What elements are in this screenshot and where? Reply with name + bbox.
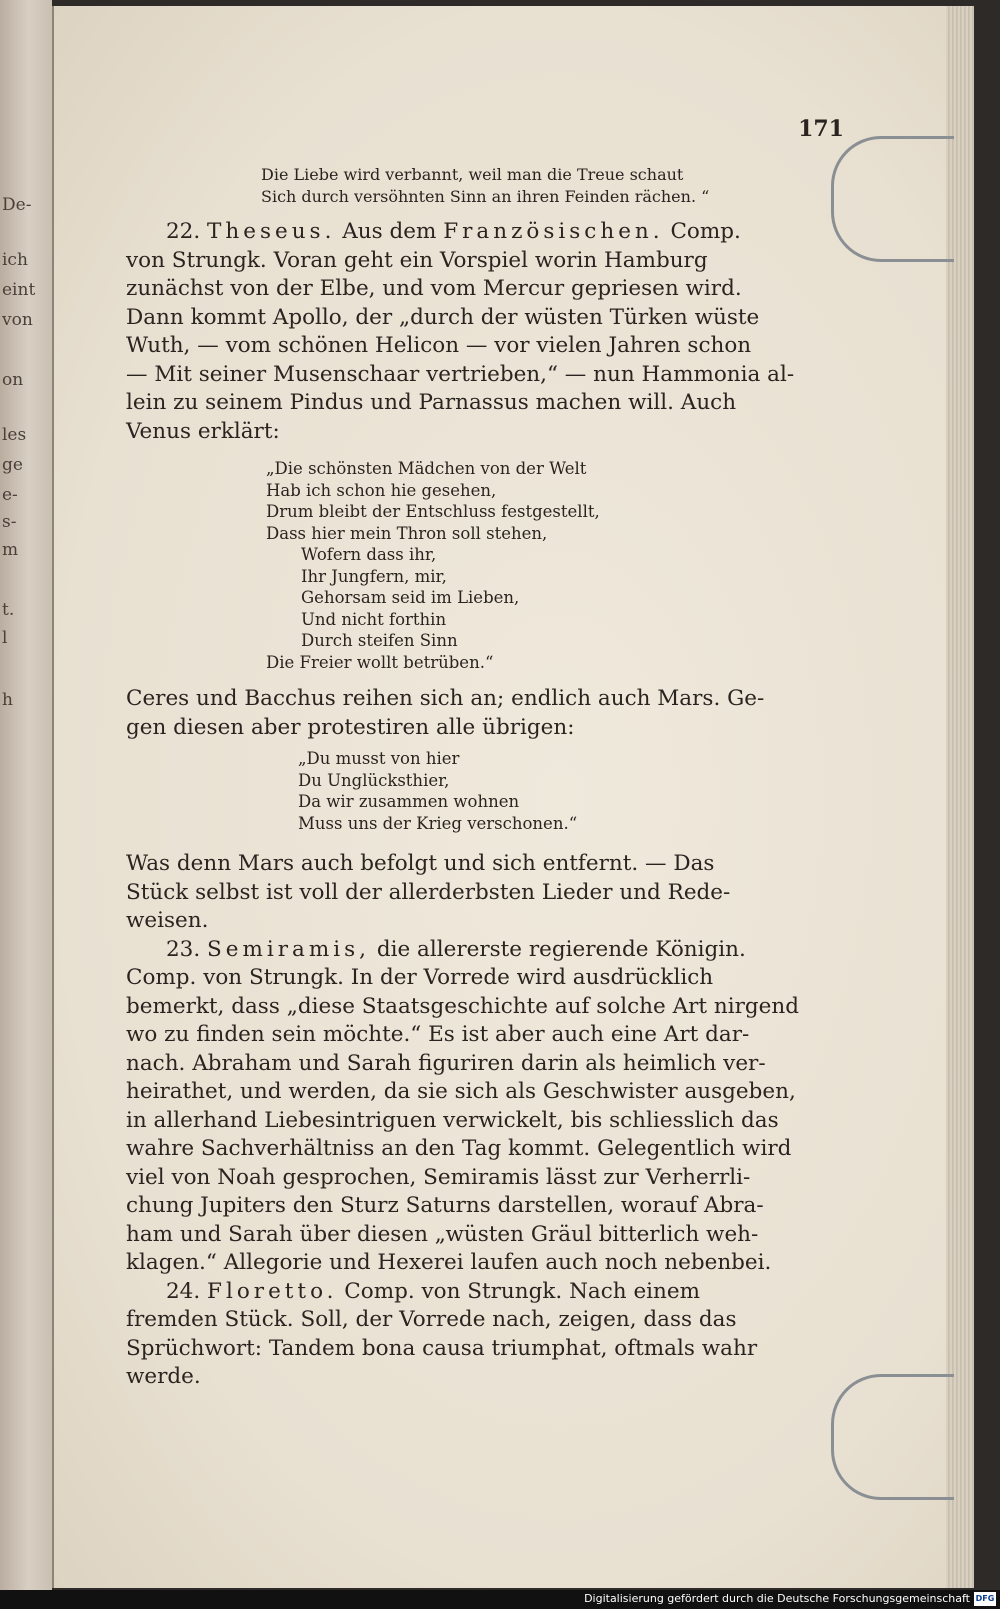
poem-line: „Du musst von hier <box>298 749 460 768</box>
paragraph-mars <box>126 850 886 936</box>
entry-22-title: Theseus. <box>207 219 336 244</box>
verse-line: Die Liebe wird verbannt, weil man die Treue schaut <box>261 165 684 184</box>
left-page-fragment: m <box>2 540 19 560</box>
poem-line: Wofern dass ihr, <box>301 545 437 564</box>
entry-24-title: Floretto. <box>207 1278 338 1304</box>
entry-23-heading: 23. Semiramis, die allererste regierende Königin. <box>166 936 746 962</box>
entry-24 <box>126 1278 886 1392</box>
left-page-fragment: l <box>2 628 8 648</box>
poem-line: Die Freier wollt betrüben.“ <box>266 652 494 672</box>
left-page-fragment: e- <box>2 485 18 505</box>
poem-line: Durch steifen Sinn <box>301 631 458 650</box>
text-line: Wuth, — vom schönen Helicon — vor vielen Jahren schon <box>126 333 752 358</box>
left-page-edge <box>0 0 52 1590</box>
text-line: heirathet, und werden, da sie sich als Geschwister ausgeben, <box>126 1079 796 1104</box>
text-line: Ceres und Bacchus reihen sich an; endlich auch Mars. Ge- <box>126 686 765 711</box>
text-line: gen diesen aber protestiren alle übrigen: <box>126 714 575 740</box>
text-line: Sprüchwort: Tandem bona causa triumphat, oftmals wahr <box>126 1335 758 1361</box>
text-line: werde. <box>126 1364 201 1389</box>
text-line: nach. Abraham und Sarah figuriren darin als heimlich ver- <box>126 1050 766 1076</box>
left-page-fragment: De- <box>2 195 32 215</box>
text-line: in allerhand Liebesintriguen verwickelt, bis schliesslich das <box>126 1107 779 1133</box>
text-line: wahre Sachverhältniss an den Tag kommt. Gelegentlich wird <box>126 1136 792 1161</box>
text-line: Was denn Mars auch befolgt und sich entfernt. — Das <box>126 851 715 876</box>
entry-24-heading: 24. Floretto. Comp. von Strungk. Nach einem <box>166 1278 700 1304</box>
dfg-logo: DFG <box>974 1592 996 1606</box>
text-line: lein zu seinem Pindus und Parnassus machen will. Auch <box>126 390 737 415</box>
entry-22-heading: 22. Theseus. Aus dem Französischen. Comp. <box>166 219 741 244</box>
text-line: Comp. von Strungk. In der Vorrede wird ausdrücklich <box>126 965 714 990</box>
text-line: Venus erklärt: <box>126 418 280 444</box>
text-line: von Strungk. Voran geht ein Vorspiel worin Hamburg <box>126 247 708 273</box>
text-line: — Mit seiner Musenschaar vertrieben,“ — nun Hammonia al- <box>126 361 795 387</box>
text-line: ham und Sarah über diesen „wüsten Gräul bitterlich weh- <box>126 1221 759 1247</box>
poem-line: Drum bleibt der Entschluss festgestellt, <box>266 502 600 521</box>
left-page-fragment: ich <box>2 250 28 270</box>
page-number: 171 <box>798 116 844 142</box>
footer-credit: Digitalisierung gefördert durch die Deutsche Forschungsgemeinschaft <box>584 1592 970 1605</box>
poem-mars <box>298 748 886 834</box>
text-line: Dann kommt Apollo, der „durch der wüsten Türken wüste <box>126 304 760 330</box>
text-line: wo zu finden sein möchte.“ Es ist aber auch eine Art dar- <box>126 1022 750 1047</box>
left-page-fragment: t. <box>2 600 15 620</box>
left-page-fragment: eint <box>2 280 36 300</box>
text-line: zunächst von der Elbe, und vom Mercur gepriesen wird. <box>126 276 742 301</box>
left-page-fragment: von <box>2 310 33 330</box>
left-page-fragment: on <box>2 370 24 390</box>
left-page-fragment: h <box>2 690 13 710</box>
poem-line: Dass hier mein Thron soll stehen, <box>266 523 548 543</box>
poem-line: Hab ich schon hie gesehen, <box>266 480 497 500</box>
poem-line: Ihr Jungfern, mir, <box>301 566 447 586</box>
paragraph-ceres <box>126 685 886 742</box>
left-page-fragment: s- <box>2 512 17 532</box>
poem-line: Gehorsam seid im Lieben, <box>301 588 520 607</box>
left-page-fragment: ge <box>2 455 23 475</box>
text-line: bemerkt, dass „diese Staatsgeschichte auf solche Art nirgend <box>126 993 799 1019</box>
page-clip-bottom <box>831 1374 954 1500</box>
poem-line: Und nicht forthin <box>301 609 447 629</box>
text-line: fremden Stück. Soll, der Vorrede nach, zeigen, dass das <box>126 1307 737 1332</box>
poem-line: Muss uns der Krieg verschonen.“ <box>298 813 578 833</box>
page-text <box>126 114 886 1392</box>
poem-line: „Die schönsten Mädchen von der Welt <box>266 459 587 478</box>
entry-22 <box>126 218 886 446</box>
poem-venus <box>266 458 886 673</box>
text-line: klagen.“ Allegorie und Hexerei laufen auch noch nebenbei. <box>126 1250 772 1275</box>
entry-23 <box>126 936 886 1278</box>
entry-23-title: Semiramis, <box>207 936 370 962</box>
text-line: chung Jupiters den Sturz Saturns darstellen, worauf Abra- <box>126 1193 764 1218</box>
book-page <box>52 6 974 1588</box>
poem-line: Da wir zusammen wohnen <box>298 792 520 811</box>
text-line: Stück selbst ist voll der allerderbsten Lieder und Rede- <box>126 879 731 905</box>
left-page-fragment: les <box>2 425 27 445</box>
verse-quote-1 <box>261 164 886 208</box>
digitization-footer <box>0 1590 1000 1609</box>
text-line: viel von Noah gesprochen, Semiramis lässt zur Verherrli- <box>126 1164 751 1190</box>
poem-line: Du Unglücksthier, <box>298 770 450 790</box>
text-line: weisen. <box>126 908 209 933</box>
verse-line: Sich durch versöhnten Sinn an ihren Feinden rächen. “ <box>261 187 710 206</box>
